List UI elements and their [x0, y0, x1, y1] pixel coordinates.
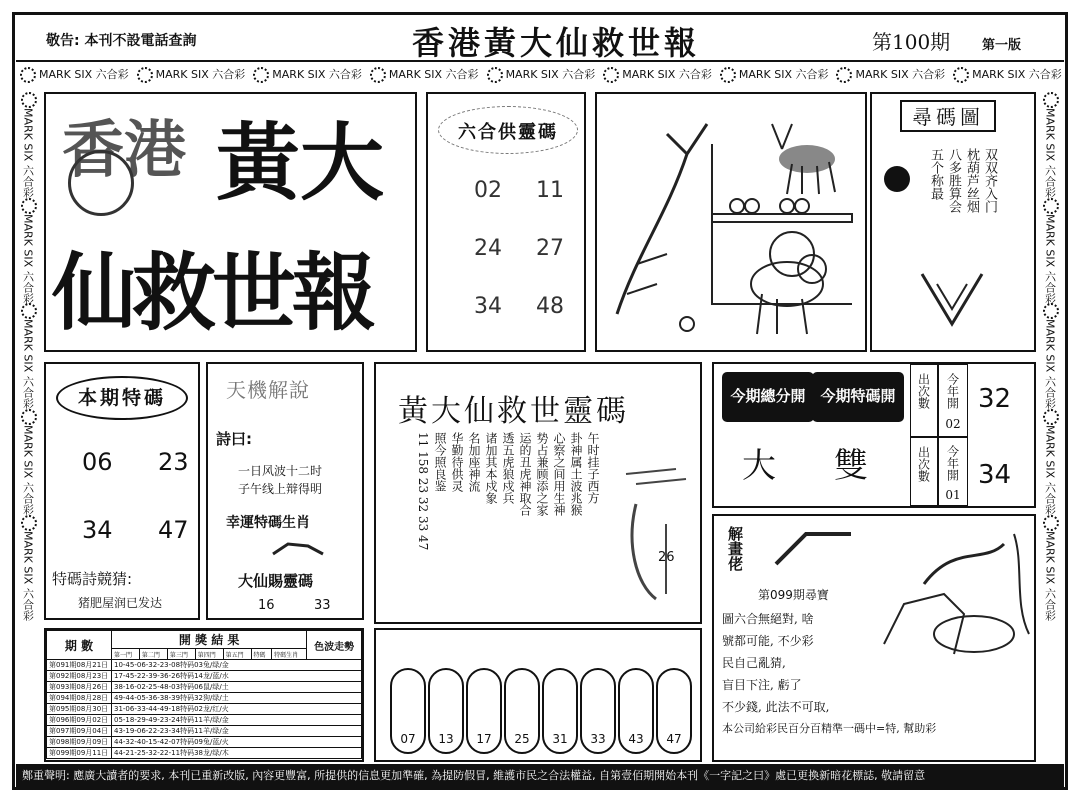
- row-result: 44-21-25-32-22-11特码38龙/绿/木: [112, 748, 362, 759]
- jieshu-line: 本公司給彩民百分百精準一碼中=特, 幫助彩: [722, 722, 937, 735]
- horse-illustration: [864, 524, 1034, 684]
- table-row: [47, 748, 362, 759]
- row-result: 17-45-22-39-36-26特码14龙/蓝/水: [112, 671, 362, 682]
- left-strip: [18, 92, 40, 760]
- row-issue: 第098期09月09日: [47, 737, 112, 748]
- oval-card: [656, 668, 692, 754]
- strip-label: MARK SIX 六合彩: [388, 68, 479, 81]
- col-trend: 色波走勢: [307, 631, 362, 660]
- lhgl-number: 27: [536, 236, 564, 261]
- flower-icon: [720, 67, 736, 83]
- stat-cell: [910, 437, 938, 506]
- bqtm-guess-text: 猪肥屋润已发达: [78, 596, 163, 610]
- jieshu-label: 解畫佬: [726, 526, 744, 571]
- table-row: [47, 671, 362, 682]
- bqtm-number: 34: [82, 516, 113, 544]
- xmt-box: [870, 92, 1036, 352]
- masthead-box: [44, 92, 417, 352]
- xmt-poem-line: 双双齐入门: [982, 148, 997, 213]
- col-issue: 期 數: [47, 631, 112, 660]
- strip-label: MARK SIX 六合彩: [1043, 108, 1057, 198]
- bqtm-guess-label: 特碼詩競猜:: [52, 570, 133, 588]
- row-issue: 第091期08月21日: [47, 660, 112, 671]
- flower-icon: [21, 303, 37, 319]
- sub-col: 第三門: [167, 649, 195, 660]
- sub-col: 第五門: [223, 649, 251, 660]
- flower-icon: [21, 92, 37, 108]
- strip-label: MARK SIX 六合彩: [622, 68, 712, 81]
- sage-illustration: [616, 464, 696, 604]
- lingma-col: 午时挂子西方: [586, 432, 600, 504]
- stat-label: 出次數: [916, 373, 931, 409]
- animal-icon: [268, 536, 328, 560]
- year-cell: [938, 364, 968, 437]
- strip-label: MARK SIX 六合彩: [505, 68, 596, 81]
- flower-icon: [137, 67, 153, 83]
- flower-icon: [1043, 92, 1059, 108]
- jieshu-line: 盲目下注, 虧了: [722, 678, 802, 692]
- row-issue: 第093期08月26日: [47, 682, 112, 693]
- lingma-col: 11 158 23 32 33 47: [416, 432, 430, 551]
- strip-label: MARK SIX 六合彩: [21, 319, 35, 409]
- bqtm-number: 23: [158, 448, 189, 476]
- poem-line: 一日风波十二时: [238, 464, 323, 478]
- lingma-col: 名加座神流: [467, 432, 481, 492]
- lingma-title: 黃大仙救世靈碼: [398, 394, 629, 429]
- jieshu-line: 不少錢, 此法不可取,: [722, 700, 830, 714]
- oval-card: [504, 668, 540, 754]
- lingma-col: 运的丑虎神取合: [518, 432, 532, 516]
- bqtm-box: [44, 362, 200, 620]
- flower-icon: [603, 67, 619, 83]
- strip-label: MARK SIX 六合彩: [39, 68, 129, 81]
- lhgl-box: [426, 92, 586, 352]
- col-result: 開 獎 結 果: [112, 631, 307, 649]
- flower-icon: [253, 67, 269, 83]
- table-row: [47, 704, 362, 715]
- illustration-box: [595, 92, 867, 352]
- flower-icon: [1043, 409, 1059, 425]
- strip-label: MARK SIX 六合彩: [1043, 319, 1057, 409]
- total-result: 大: [742, 446, 776, 486]
- top-strip: [20, 66, 1060, 88]
- lucky-label: 幸運特碼生肖: [226, 515, 310, 531]
- lhgl-title: 六合供靈碼: [458, 122, 558, 143]
- year-label: 今年開: [945, 373, 960, 409]
- lhgl-number: 11: [536, 178, 564, 203]
- strip-label: MARK SIX 六合彩: [21, 108, 35, 198]
- count-special: 01: [945, 488, 961, 502]
- row-issue: 第097期09月04日: [47, 726, 112, 737]
- gift-number: 33: [314, 598, 331, 613]
- row-issue: 第096期09月02日: [47, 715, 112, 726]
- oval-number: 13: [438, 732, 454, 746]
- flower-icon: [20, 67, 36, 83]
- masthead-line1-b: 黃大: [216, 113, 385, 212]
- row-issue: 第092期08月23日: [47, 671, 112, 682]
- issue-number: 第100期: [872, 30, 951, 54]
- total-open-label: 今期總分開: [722, 372, 814, 422]
- oval-card: [428, 668, 464, 754]
- row-issue: 第095期08月30日: [47, 704, 112, 715]
- ovals-box: [374, 628, 702, 762]
- results-table: [46, 630, 362, 759]
- burst-icon: [438, 106, 578, 154]
- row-issue: 第099期09月11日: [47, 748, 112, 759]
- lingma-col: 透五虎狼戍兵: [501, 432, 515, 504]
- lhgl-number: 48: [536, 294, 564, 319]
- lhgl-number: 02: [474, 178, 502, 203]
- row-result: 49-44-05-36-38-39特码32狗/绿/土: [112, 693, 362, 704]
- lingma-col: 华勤待供灵: [450, 432, 464, 492]
- oval-number: 17: [476, 732, 492, 746]
- oval-number: 47: [666, 732, 682, 746]
- lingma-badge: 26: [658, 550, 675, 565]
- special-result: 雙: [834, 446, 868, 486]
- jieshu-box: [712, 514, 1036, 762]
- lingma-col: 卦神属土波兆猴: [569, 432, 583, 516]
- jieshu-line: 圖六合無絕對, 啥: [722, 612, 814, 626]
- xmt-title: 尋碼圖: [900, 100, 996, 132]
- poem-box: [206, 362, 364, 620]
- oval-number: 43: [628, 732, 644, 746]
- flower-icon: [370, 67, 386, 83]
- oval-number: 07: [400, 732, 416, 746]
- oval-card: [618, 668, 654, 754]
- lingma-col: 诸加其本戍象: [484, 432, 498, 504]
- lingma-box: [374, 362, 702, 624]
- flower-icon: [1043, 198, 1059, 214]
- sub-col: 特碼: [251, 649, 272, 660]
- jieshu-subtitle: 第099期尋寶: [758, 588, 829, 602]
- lingma-col: 心察之间用生神: [552, 432, 566, 516]
- oval-number: 31: [552, 732, 568, 746]
- oval-card: [466, 668, 502, 754]
- row-result: 31-06-33-44-49-18特码02龙/红/火: [112, 704, 362, 715]
- year-label: 今年開: [945, 445, 960, 481]
- flower-icon: [1043, 515, 1059, 531]
- year-cell: [938, 437, 968, 506]
- gift-label: 大仙賜靈碼: [238, 572, 314, 590]
- seal-stamp-icon: [68, 150, 134, 216]
- lingma-col: 势占兼顾添之家: [535, 432, 549, 516]
- sub-col: 第一門: [112, 649, 140, 660]
- open-num1: 32: [978, 384, 1012, 414]
- strip-label: MARK SIX 六合彩: [738, 68, 829, 81]
- oval-number: 33: [590, 732, 606, 746]
- table-row: [47, 693, 362, 704]
- row-result: 44-32-40-15-42-07特码09兔/蓝/火: [112, 737, 362, 748]
- notice-text: 敬告: 本刊不設電話查詢: [46, 33, 197, 49]
- flower-icon: [487, 67, 503, 83]
- strip-label: MARK SIX 六合彩: [21, 530, 35, 621]
- jieshu-line: 號都可能, 不少彩: [722, 634, 814, 648]
- flower-icon: [836, 67, 852, 83]
- oval-card: [580, 668, 616, 754]
- oval-card: [390, 668, 426, 754]
- masthead-line1-a: 香港: [62, 113, 187, 186]
- xmt-poem-line: 八多胜算会: [946, 148, 961, 213]
- hand-icon: [766, 524, 856, 574]
- bqtm-title: 本期特碼: [56, 376, 188, 420]
- flower-icon: [1043, 303, 1059, 319]
- lhgl-number: 34: [474, 294, 502, 319]
- row-result: 43-19-06-22-23-34特码11羊/绿/金: [112, 726, 362, 737]
- strip-label: MARK SIX 六合彩: [155, 68, 246, 81]
- flower-icon: [21, 515, 37, 531]
- lhgl-number: 24: [474, 236, 502, 261]
- sub-col: 特碼生肖: [272, 649, 307, 660]
- special-open-label: 今期特碼開: [812, 372, 904, 422]
- strip-label: MARK SIX 六合彩: [1043, 530, 1057, 621]
- strip-label: MARK SIX 六合彩: [21, 424, 35, 515]
- count-total: 02: [945, 417, 961, 431]
- flower-icon: [21, 409, 37, 425]
- strip-label: MARK SIX 六合彩: [1043, 424, 1057, 515]
- table-row: [47, 737, 362, 748]
- right-strip: [1040, 92, 1062, 760]
- stat-label: 出次數: [916, 446, 931, 482]
- strip-label: MARK SIX 六合彩: [855, 68, 946, 81]
- oval-card: [542, 668, 578, 754]
- row-result: 38-16-02-25-48-03特码06鼠/绿/土: [112, 682, 362, 693]
- masthead-line2: 仙救世報: [52, 243, 373, 342]
- stat-cell: [910, 364, 938, 437]
- table-row: [47, 726, 362, 737]
- flower-icon: [953, 67, 969, 83]
- table-row: [47, 660, 362, 671]
- strip-label: MARK SIX 六合彩: [972, 68, 1062, 81]
- flower-icon: [21, 198, 37, 214]
- open-box: [712, 362, 1036, 508]
- oval-number: 25: [514, 732, 530, 746]
- lingma-text: [416, 432, 600, 612]
- bqtm-number: 47: [158, 516, 189, 544]
- strip-label: MARK SIX 六合彩: [272, 68, 362, 81]
- xmt-poem-line: 枕葫芦丝烟: [964, 148, 979, 213]
- poem-header: 天機解說: [226, 378, 310, 402]
- edition-label: 第一版: [982, 38, 1022, 53]
- xmt-poem-line: 五个称最: [928, 148, 943, 200]
- sub-col: 第二門: [139, 649, 167, 660]
- header-title: 香港黃大仙救世報: [411, 24, 700, 62]
- row-result: 10-45-06-32-23-08特码03兔/绿/金: [112, 660, 362, 671]
- footer-notice: 鄭重聲明: 應廣大讀者的要求, 本刊已重新改版, 內容更豐富, 所提供的信息更加準確, 為提防假冒, 維護市民之合法權益, 自第壹佰期開始本刊《一字記之曰》處已更換新暗花標誌, 敬請留意: [16, 764, 1064, 788]
- table-row: [47, 682, 362, 693]
- strip-label: MARK SIX 六合彩: [21, 213, 35, 304]
- poem-label: 詩曰:: [216, 430, 252, 448]
- row-result: 05-18-29-49-23-24特码11羊/绿/金: [112, 715, 362, 726]
- deer-dog-illustration: [597, 94, 865, 350]
- lingma-col: 照今照良鉴: [433, 432, 447, 492]
- sub-col: 第四門: [195, 649, 223, 660]
- poem-line: 子午线上辩得明: [238, 482, 323, 496]
- strip-label: MARK SIX 六合彩: [1043, 213, 1057, 304]
- bqtm-number: 06: [82, 448, 113, 476]
- results-table-box: [44, 628, 364, 762]
- open-num2: 34: [978, 460, 1012, 490]
- table-row: [47, 715, 362, 726]
- gift-number: 16: [258, 598, 275, 613]
- pacman-icon: [884, 166, 910, 192]
- header: [16, 16, 1064, 62]
- jieshu-line: 民自己亂猜,: [722, 656, 786, 670]
- row-issue: 第094期08月28日: [47, 693, 112, 704]
- vase-illustration: [912, 264, 992, 334]
